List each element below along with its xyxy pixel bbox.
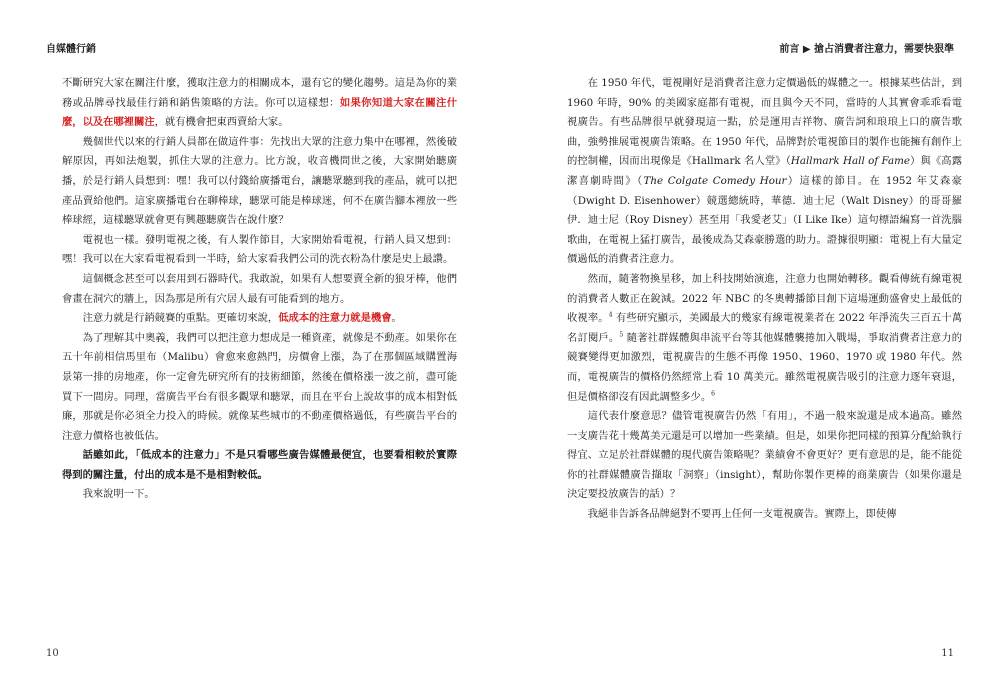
- left-page-text-column: [62, 74, 457, 505]
- paragraph: 我絕非告訴各品牌絕對不要再上任何一支電視廣告。實際上，即使傳: [587, 508, 897, 521]
- highlight-text: 如果你知道大家在關注什麼，以及在哪裡關注: [62, 96, 458, 129]
- footnote-marker[interactable]: 4: [608, 311, 613, 319]
- page-number-left: 10: [46, 648, 59, 659]
- highlight-text: 低成本的注意力就是機會: [278, 312, 392, 325]
- paragraph: 我來說明一下。: [82, 488, 155, 501]
- paragraph: 電視也一樣。發明電視之後，有人製作節目，大家開始看電視，行銷人員又想到：嘿！我可以在大家看電視看到一半時，給大家看我們公司的洗衣粉為什麼是史上最讚。: [62, 233, 457, 266]
- page-number-right: 11: [941, 648, 954, 659]
- paragraph: 為了理解其中奧義，我們可以把注意力想成是一種資產，就像是不動產。如果你在五十年前相信馬里布（Malibu）會愈來愈熱門，房價會上漲，為了在那個區域購置海景第一排的房地產，你一定會先研究所有的技術細節，然後在價格漲一波之前，盡可能買下一間房。同理，當廣告平台有很多觀眾和聽眾，而且在平台上說故事的成本相對低廉，那就是你必須全力投入的時候。就像某些城市的不動產價格過低，有些廣告平台的注意力價格也被低估。: [62, 331, 457, 442]
- paragraph: 不斷研究大家在關注什麼，獲取注意力的相關成本，還有它的變化趨勢。這是為你的業務或品牌尋找最佳行銷和銷售策略的方法。你可以這樣想：如果你知道大家在關注什麼，以及在哪裡關注，就有機會把東西賣給大家。: [62, 77, 458, 129]
- bold-paragraph: 話雖如此，「低成本的注意力」不是只看哪些廣告媒體最便宜，也要看相較於實際得到的關注量，付出的成本是不是相對較低。: [62, 449, 457, 481]
- right-page-text-column: [567, 74, 962, 525]
- italic-title: The Colgate Comedy Hour: [643, 174, 787, 187]
- paragraph: 然而，隨著物換星移，加上科技開始演進，注意力也開始轉移。觀看傳統有線電視的消費者人數正在銳減。2022 年 NBC 的冬奧轉播節目創下這場運動盛會史上最低的收視率。$^4$ 有些研究顯示，美國最大的幾家有線電視業者在 2022 年淨流失三百五十萬名訂閱戶。$^5$ 隨著社群媒體與串流平台等其他媒體襲捲加入戰場，爭取消費者注意力的競賽變得更加激烈，電視廣告的生態不再像 1950、1960、1970 或 1980 年代。然而，電視廣告的價格仍然經常上看 10 萬美元。雖然電視廣告吸引的注意力逐年衰退，但是價格卻沒有因此調整多少。$^6$: [567, 272, 962, 403]
- paragraph: 注意力就是行銷競賽的重點。更確切來說，低成本的注意力就是機會。: [82, 312, 402, 325]
- footnote-marker[interactable]: 6: [711, 390, 715, 398]
- paragraph: 幾個世代以來的行銷人員都在做這件事：先找出大眾的注意力集中在哪裡，然後破解原因，再如法炮製，抓住大眾的注意力。比方說，收音機問世之後，大家開始聽廣播，於是行銷人員想到：嘿！我可以付錢給廣播電台，讓聽眾聽到我的產品，就可以把產品賣給他們。這家廣播電台在聊棒球，聽眾可能是棒球迷，何不在廣告腳本裡放一些棒球經，這樣聽眾就會更有興趣聽廣告在說什麼？: [62, 135, 457, 227]
- italic-title: Hallmark Hall of Fame: [790, 155, 910, 168]
- paragraph: 這個概念甚至可以套用到石器時代。我敢說，如果有人想要賣全新的狼牙棒，他們會畫在洞穴的牆上，因為那是所有穴居人最有可能看到的地方。: [62, 272, 457, 305]
- paragraph: 在 1950 年代，電視剛好是消費者注意力定價過低的媒體之一。根據某些估計，到 1960 年時，90% 的美國家庭都有電視，而且與今天不同，當時的人其實會乖乖看電視廣告。有些品牌很早就發現這一點，於是運用吉祥物、廣告詞和琅琅上口的廣告歌曲，強勢推展電視廣告策略。在 1950 年代，品牌對於電視節目的製作也能擁有創作上的控制權，因而出現像是《Hallmark 名人堂》（Hallmark Hall of Fame）與《高露潔喜劇時間》（The Colgate Comedy Hour）這樣的節目。在 1952 年艾森豪（Dwight D. Eisenhower）競選總統時，華德．迪士尼（Walt Disney）的哥哥羅伊．迪士尼（Roy Disney）甚至用「我愛老艾」（I Like Ike）這句標語編寫一首洗腦歌曲，在電視上猛打廣告，最後成為艾森豪勝選的助力。證據很明顯：電視上有大量定價過低的消費者注意力。: [567, 77, 962, 266]
- paragraph: 這代表什麼意思？儘管電視廣告仍然「有用」，不過一般來說還是成本過高。雖然一支廣告花十幾萬美元還是可以增加一些業績。但是，如果你把同樣的預算分配給執行得宜、立足於社群媒體的現代廣告策略呢？業績會不會更好？更有意思的是，能不能從你的社群媒體廣告擷取「洞察」（insight），幫助你製作更棒的商業廣告（如果你還是決定要投放廣告的話）？: [567, 410, 962, 501]
- footnote-marker[interactable]: 5: [619, 331, 624, 339]
- running-header-book-title: 自媒體行銷: [46, 44, 96, 55]
- running-header-chapter-title: 前言 ▶ 搶占消費者注意力，需要快狠準: [779, 44, 954, 55]
